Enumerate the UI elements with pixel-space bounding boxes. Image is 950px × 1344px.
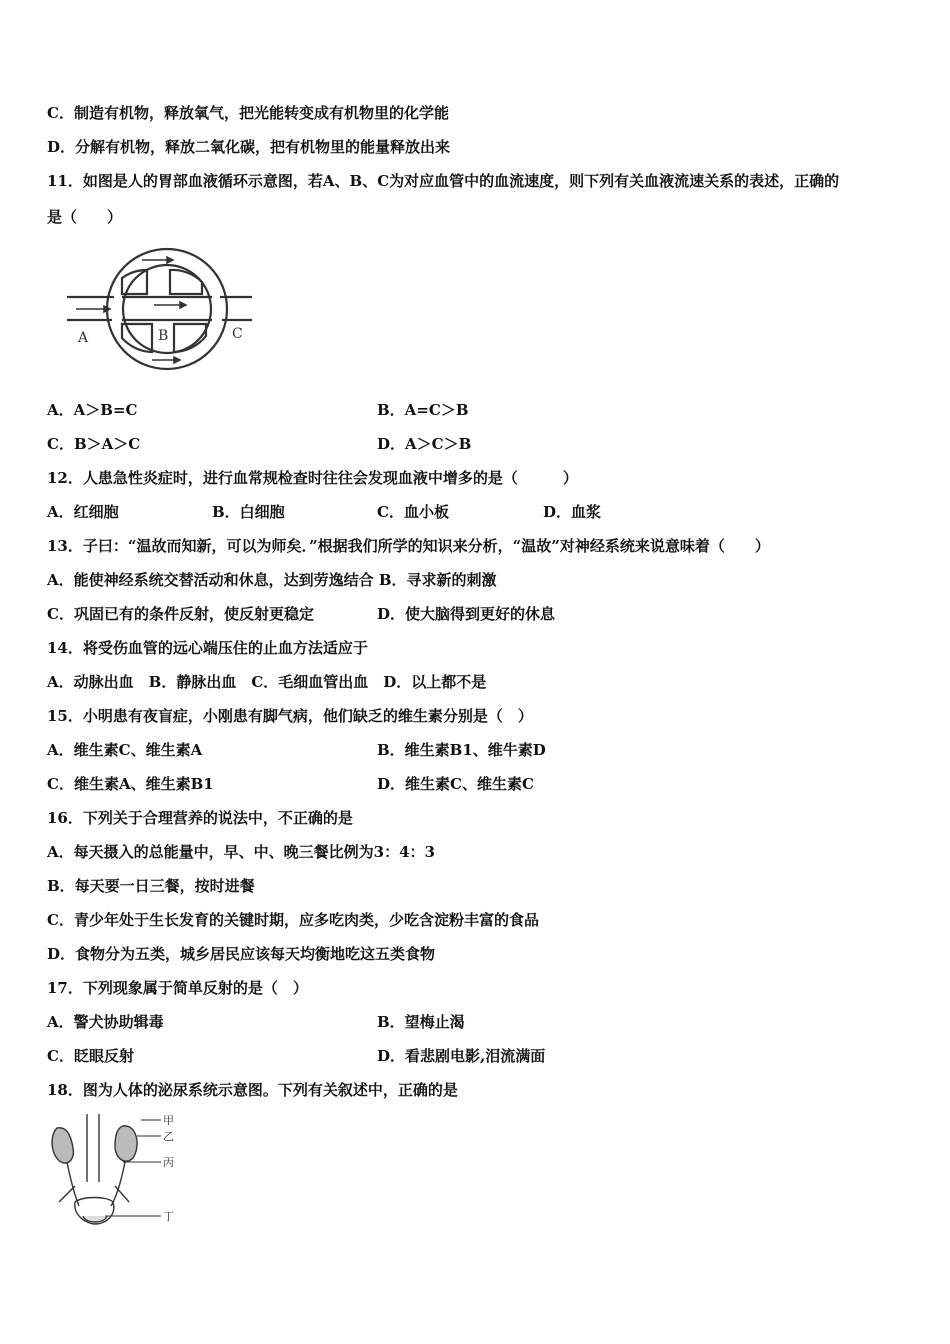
q13-option-ab[interactable]: A．能使神经系统交替活动和休息，达到劳逸结合 B．寻求新的刺激: [47, 571, 497, 589]
q12-stem: 12．人患急性炎症时，进行血常规检查时往往会发现血液中增多的是（ ）: [47, 469, 578, 487]
label-jia: 甲: [163, 1114, 174, 1127]
label-yi: 乙: [163, 1130, 174, 1143]
q10-option-d: D．分解有机物，释放二氧化碳，把有机物里的能量释放出来: [47, 138, 451, 156]
q11-option-b[interactable]: B．A=C＞B: [377, 401, 469, 419]
q18-stem: 18．图为人体的泌尿系统示意图。下列有关叙述中，正确的是: [47, 1081, 458, 1099]
q13-option-d[interactable]: D．使大脑得到更好的休息: [377, 605, 556, 623]
q17-option-d[interactable]: D．看悲剧电影,泪流满面: [377, 1047, 546, 1065]
label-c: C: [232, 326, 243, 342]
q16-option-b[interactable]: B．每天要一日三餐，按时进餐: [47, 877, 255, 895]
q12-option-a[interactable]: A．红细胞: [47, 503, 119, 521]
q15-option-b[interactable]: B．维生素B1、维牛素D: [377, 741, 546, 759]
q15-stem: 15．小明患有夜盲症，小刚患有脚气病，他们缺乏的维生素分别是（ ）: [47, 707, 533, 725]
q11-option-a[interactable]: A．A＞B=C: [47, 401, 138, 419]
q13-option-c[interactable]: C．巩固已有的条件反射，使反射更稳定: [47, 605, 314, 623]
q17-option-c[interactable]: C．眨眼反射: [47, 1047, 134, 1065]
q11-stem-cont: 是（ ）: [47, 208, 123, 226]
q11-stem: 11．如图是人的胃部血液循环示意图，若A、B、C为对应血管中的血流速度，则下列有关血液流速关系的表述，正确的: [47, 172, 840, 190]
q12-option-b[interactable]: B．白细胞: [212, 503, 285, 521]
label-b: B: [158, 328, 169, 344]
q14-options[interactable]: A．动脉出血 B．静脉出血 C．毛细血管出血 D．以上都不是: [47, 673, 487, 691]
q15-option-d[interactable]: D．维生素C、维生素C: [377, 775, 534, 793]
q15-option-a[interactable]: A．维生素C、维生素A: [47, 741, 203, 759]
q11-option-c[interactable]: C．B＞A＞C: [47, 435, 141, 453]
q16-option-d[interactable]: D．食物分为五类，城乡居民应该每天均衡地吃这五类食物: [47, 945, 436, 963]
q17-option-a[interactable]: A．警犬协助辑毒: [47, 1013, 164, 1031]
q11-option-d[interactable]: D．A＞C＞B: [377, 435, 472, 453]
urinary-system-figure: [45, 1112, 190, 1232]
q16-option-a[interactable]: A．每天摄入的总能量中，早、中、晚三餐比例为3：4：3: [47, 843, 435, 861]
q12-option-d[interactable]: D．血浆: [543, 503, 602, 521]
q17-option-b[interactable]: B．望梅止渴: [377, 1013, 465, 1031]
q17-stem: 17．下列现象属于简单反射的是（ ）: [47, 979, 308, 997]
q10-option-c: C．制造有机物，释放氧气，把光能转变成有机物里的化学能: [47, 104, 449, 122]
label-ding: 丁: [163, 1210, 174, 1223]
q15-option-c[interactable]: C．维生素A、维生素B1: [47, 775, 214, 793]
blood-circulation-figure: [62, 242, 262, 382]
q13-stem: 13．子曰：“温故而知新，可以为师矣．”根据我们所学的知识来分析，“温故”对神经系统来说意味着（ ）: [47, 537, 770, 555]
label-bing: 丙: [163, 1156, 174, 1169]
q16-stem: 16．下列关于合理营养的说法中，不正确的是: [47, 809, 353, 827]
q14-stem: 14．将受伤血管的远心端压住的止血方法适应于: [47, 639, 368, 657]
label-a: A: [78, 330, 89, 346]
q12-option-c[interactable]: C．血小板: [377, 503, 449, 521]
q16-option-c[interactable]: C．青少年处于生长发育的关键时期，应多吃肉类，少吃含淀粉丰富的食品: [47, 911, 539, 929]
